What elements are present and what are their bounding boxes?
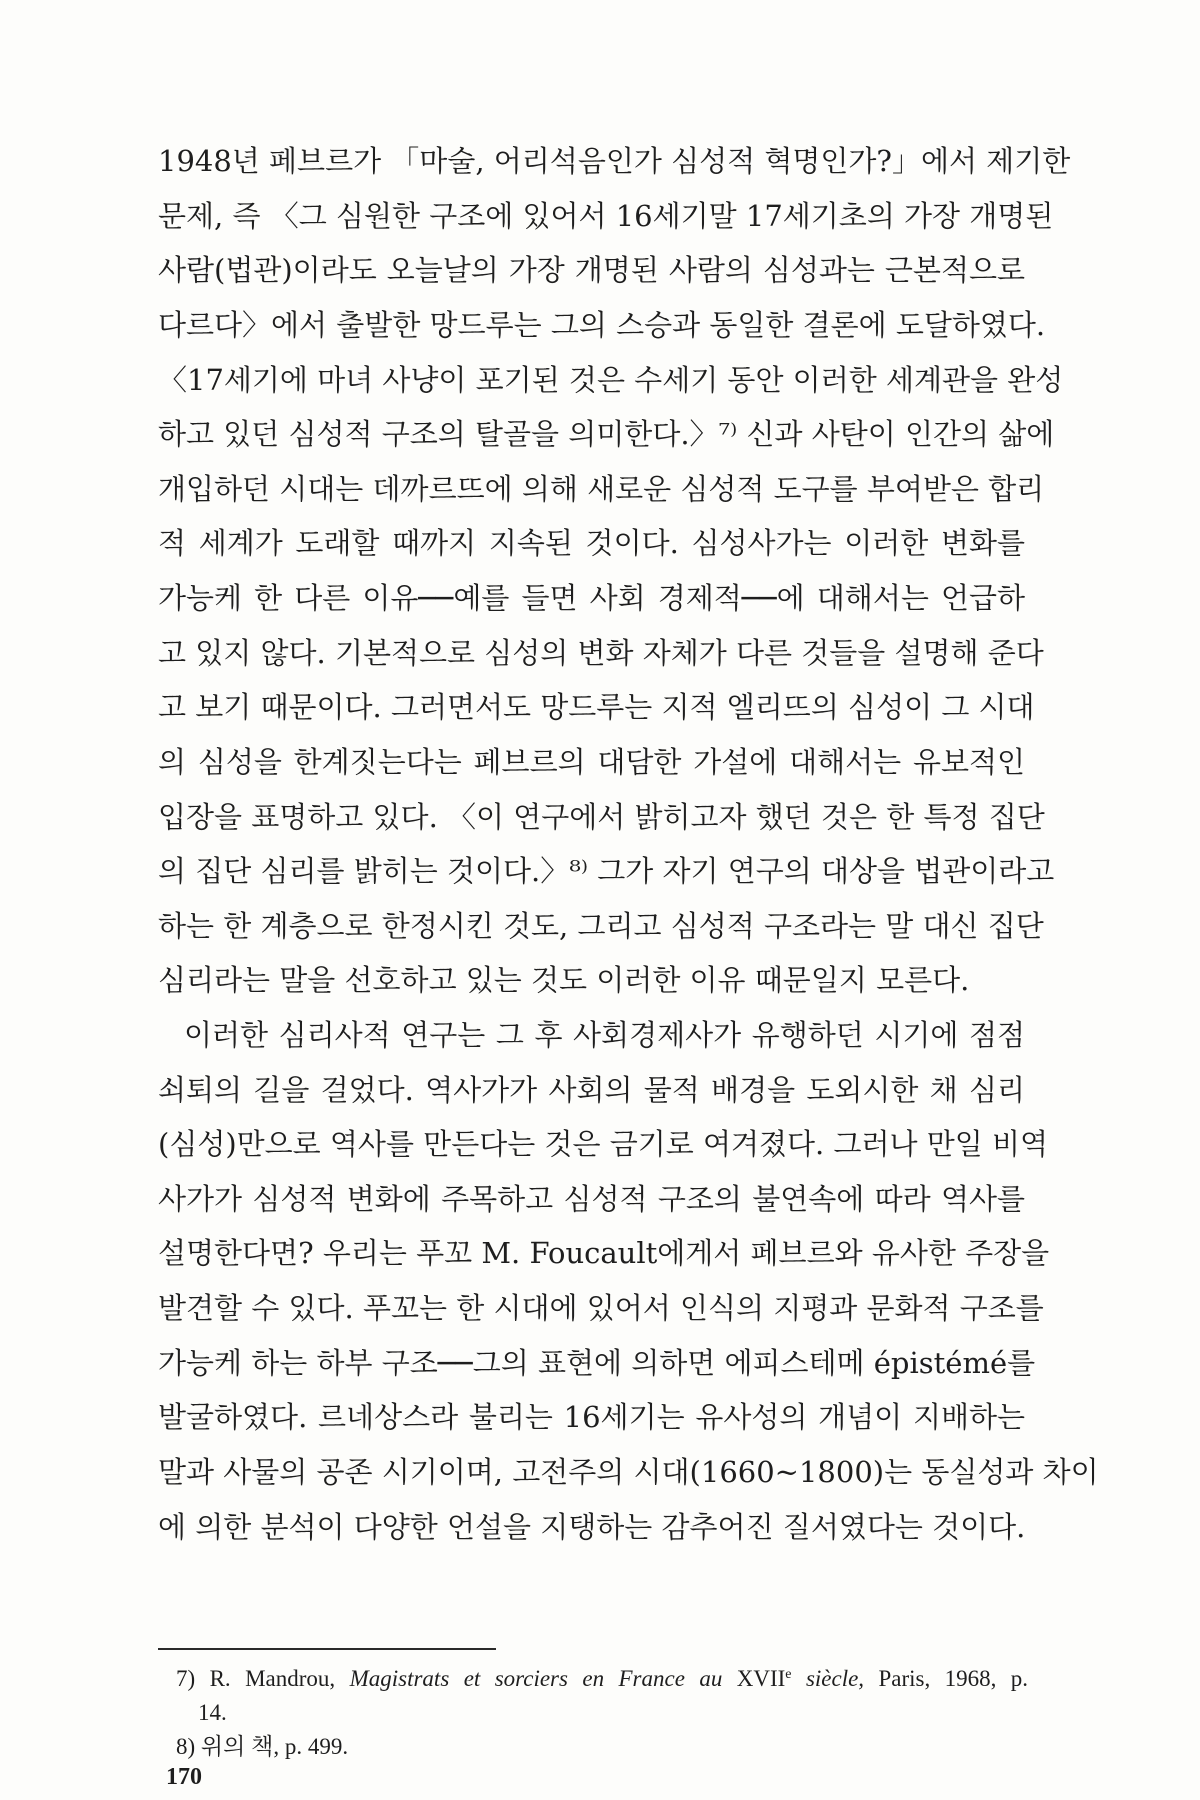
footnote-7-continued: 14. (198, 1700, 227, 1725)
text-line: 문제, 즉 〈그 심원한 구조에 있어서 16세기말 17세기초의 가장 개명된 (158, 199, 1054, 233)
page-number: 170 (166, 1764, 202, 1790)
footnote-publication: Paris, 1968, p. (878, 1666, 1029, 1691)
text-line: 에 의한 분석이 다양한 언설을 지탱하는 감추어진 질서였다는 것이다. (158, 1510, 1026, 1544)
text-line: 사람(법관)이라도 오늘날의 가장 개명된 사람의 심성과는 근본적으로 (158, 253, 1025, 287)
text-line: 하는 한 계층으로 한정시킨 것도, 그리고 심성적 구조라는 말 대신 집단 (158, 909, 1044, 943)
text-line: 이러한 심리사적 연구는 그 후 사회경제사가 유행하던 시기에 점점 (184, 1018, 1025, 1052)
footnote-number: 7) (176, 1666, 196, 1691)
text-line: 발견할 수 있다. 푸꼬는 한 시대에 있어서 인식의 지평과 문화적 구조를 (158, 1291, 1044, 1325)
text-line: 설명한다면? 우리는 푸꼬 M. Foucault에게서 페브르와 유사한 주장을 (158, 1236, 1050, 1270)
footnote-8: 8) 위의 책, p. 499. (176, 1734, 349, 1759)
text-line: 〈17세기에 마녀 사냥이 포기된 것은 수세기 동안 이러한 세계관을 완성 (158, 363, 1064, 397)
footnote-book-title: Magistrats et sorciers en France au (349, 1666, 723, 1691)
text-line: 다르다〉에서 출발한 망드루는 그의 스승과 동일한 결론에 도달하였다. (158, 308, 1046, 342)
text-line: 고 보기 때문이다. 그러면서도 망드루는 지적 엘리뜨의 심성이 그 시대 (158, 690, 1035, 724)
text-line: 가능케 하는 하부 구조──그의 표현에 의하면 에피스테메 épistémé를 (158, 1346, 1036, 1380)
text-line: 가능케 한 다른 이유──예를 들면 사회 경제적──에 대해서는 언급하 (158, 581, 1025, 615)
footnote-7 (176, 1667, 1028, 1690)
footnote-separator (158, 1648, 496, 1650)
text-line: 심리라는 말을 선호하고 있는 것도 이러한 이유 때문일지 모른다. (158, 963, 970, 997)
text-line: 입장을 표명하고 있다. 〈이 연구에서 밝히고자 했던 것은 한 특정 집단 (158, 800, 1045, 834)
text-line: 하고 있던 심성적 구조의 탈골을 의미한다.〉⁷⁾ 신과 사탄이 인간의 삶에 (158, 417, 1055, 451)
text-line: 쇠퇴의 길을 걸었다. 역사가가 사회의 물적 배경을 도외시한 채 심리 (158, 1073, 1025, 1107)
text-line: 의 집단 심리를 밝히는 것이다.〉⁸⁾ 그가 자기 연구의 대상을 법관이라고 (158, 854, 1055, 888)
footnote-century: XVIIe (736, 1666, 792, 1691)
footnote-author: R. Mandrou, (209, 1666, 336, 1691)
text-line: 말과 사물의 공존 시기이며, 고전주의 시대(1660~1800)는 동실성과 차이 (158, 1455, 1099, 1489)
text-line: 발굴하였다. 르네상스라 불리는 16세기는 유사성의 개념이 지배하는 (158, 1400, 1025, 1434)
text-line: 고 있지 않다. 기본적으로 심성의 변화 자체가 다른 것들을 설명해 준다 (158, 636, 1044, 670)
text-line: 의 심성을 한계짓는다는 페브르의 대담한 가설에 대해서는 유보적인 (158, 745, 1025, 779)
footnote-siecle: siècle, (805, 1666, 865, 1691)
text-line: 적 세계가 도래할 때까지 지속된 것이다. 심성사가는 이러한 변화를 (158, 526, 1025, 560)
text-line: 1948년 페브르가 「마술, 어리석음인가 심성적 혁명인가?」에서 제기한 (158, 144, 1071, 178)
text-line: (심성)만으로 역사를 만든다는 것은 금기로 여겨졌다. 그러나 만일 비역 (158, 1127, 1048, 1161)
text-line: 개입하던 시대는 데까르뜨에 의해 새로운 심성적 도구를 부여받은 합리 (158, 472, 1045, 506)
text-line: 사가가 심성적 변화에 주목하고 심성적 구조의 불연속에 따라 역사를 (158, 1182, 1025, 1216)
